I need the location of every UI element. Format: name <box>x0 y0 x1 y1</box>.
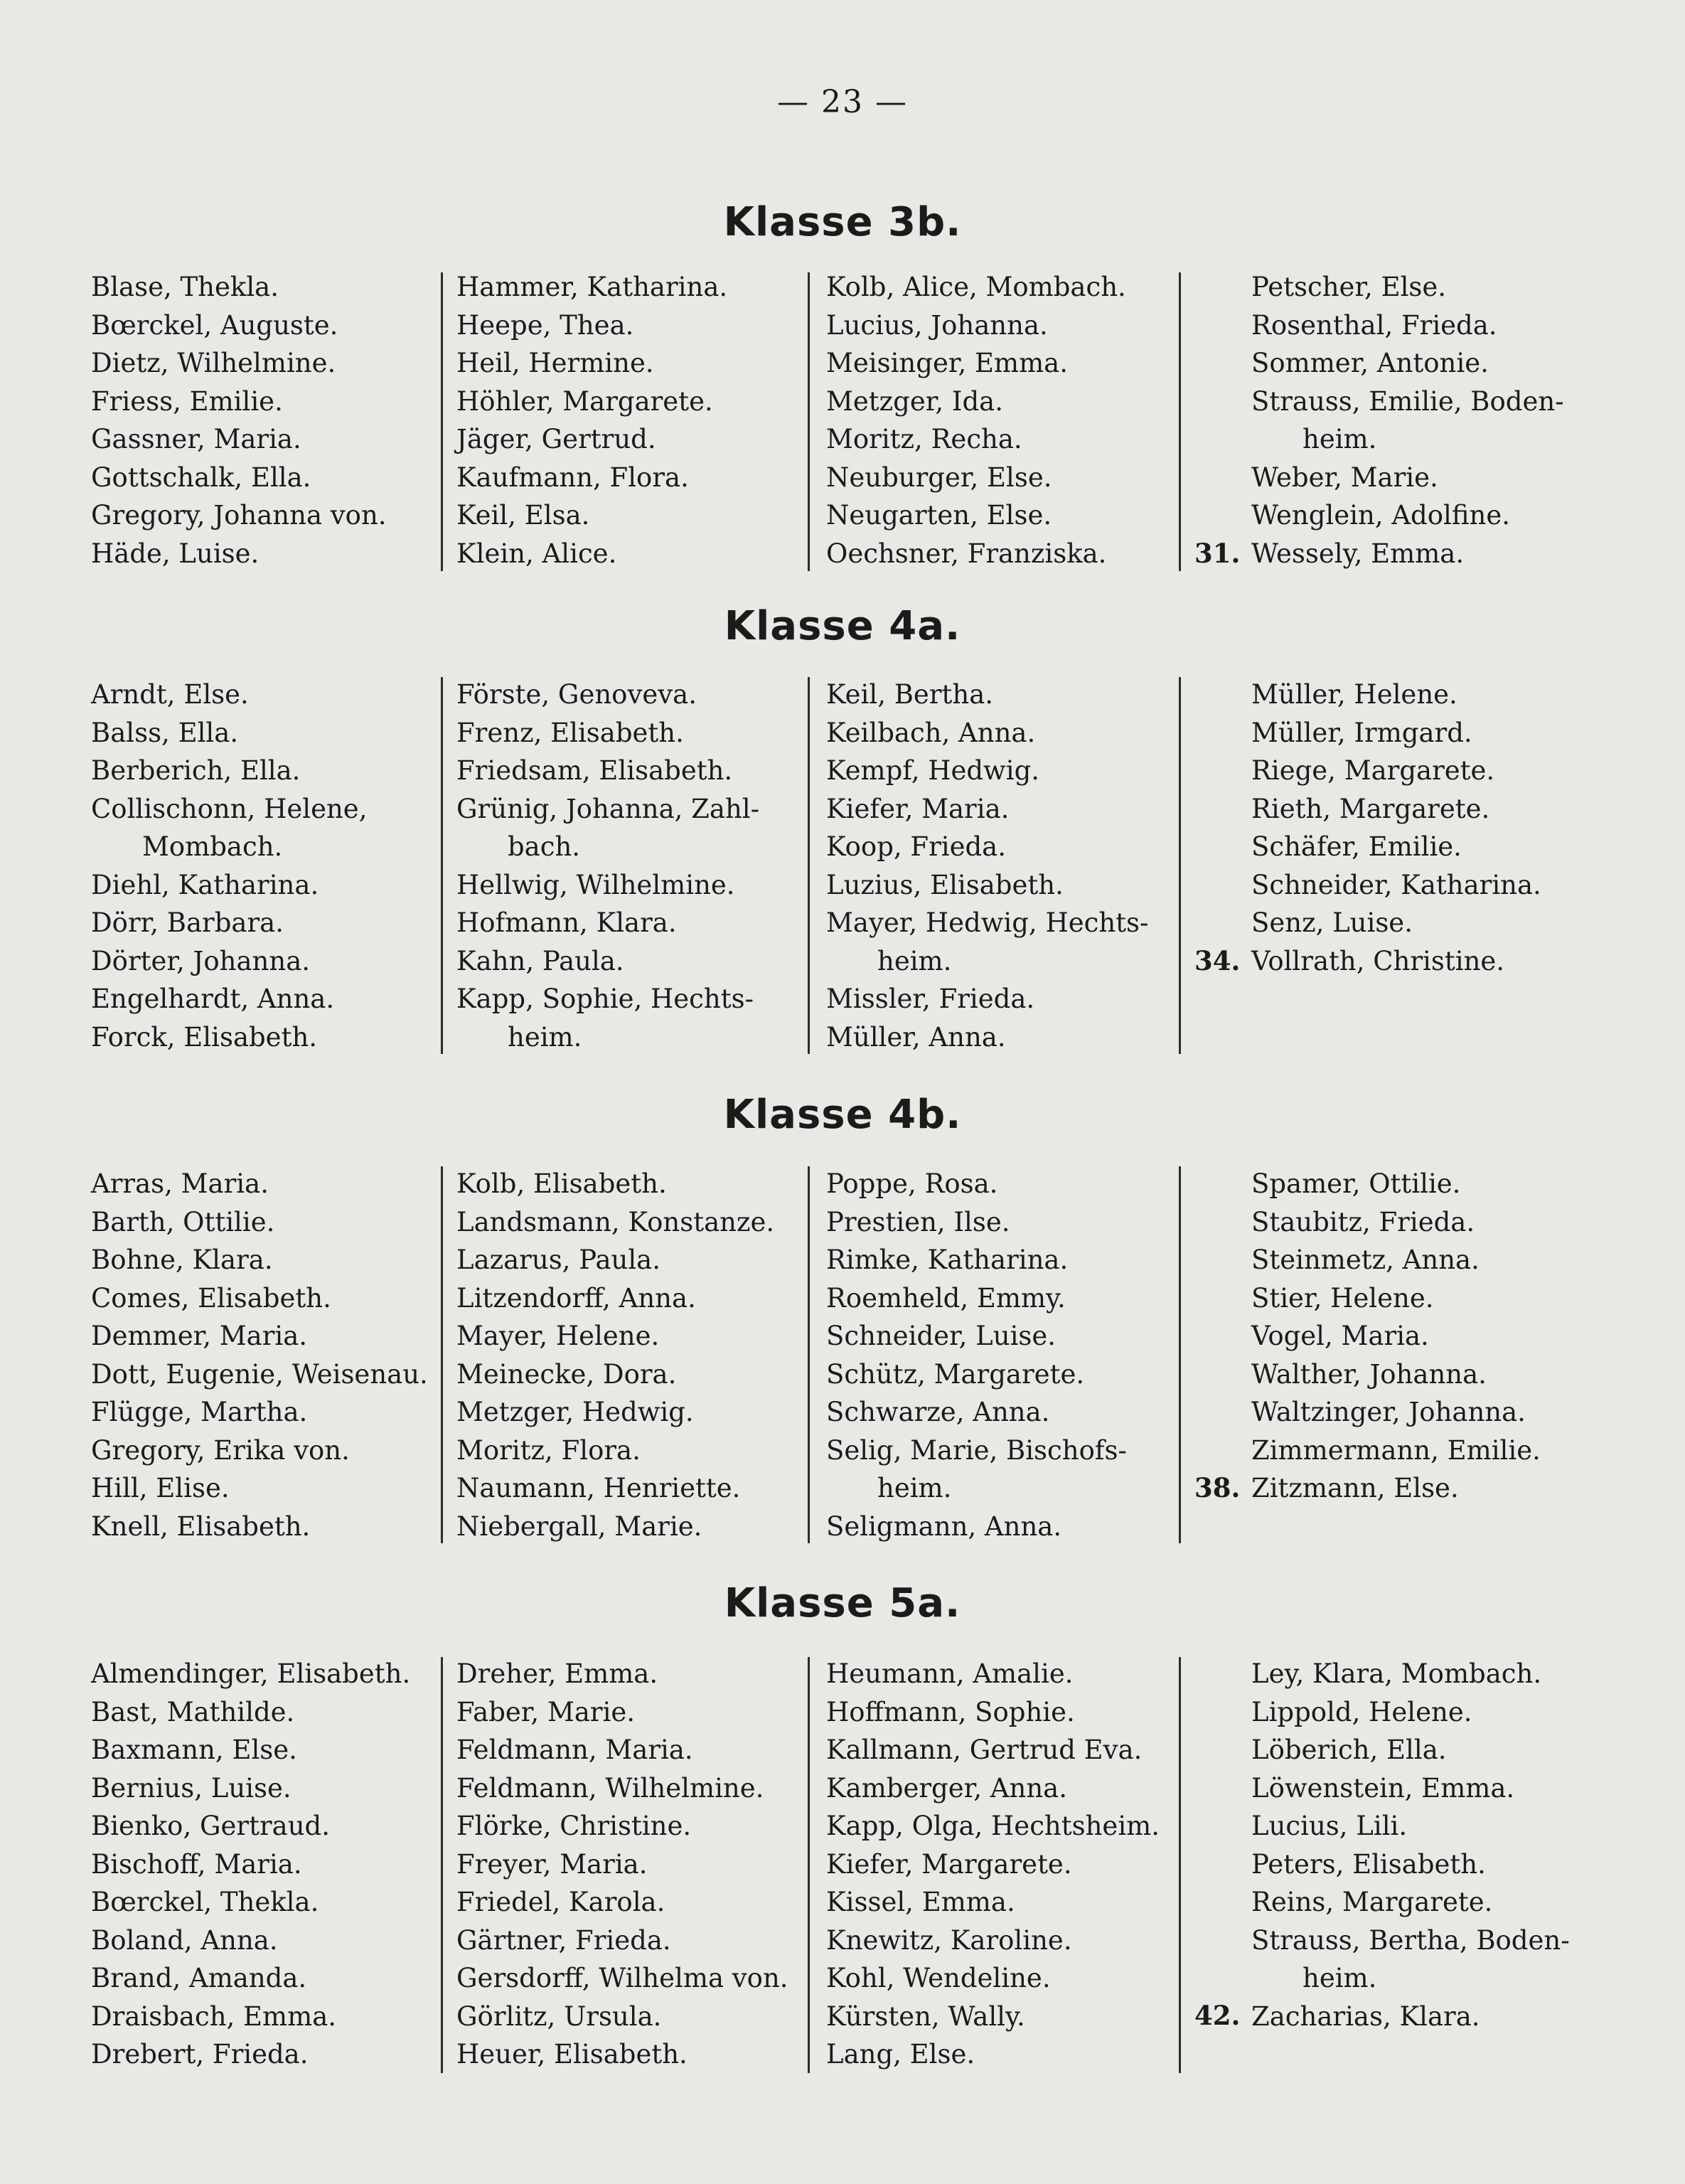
name-entry: Gersdorff, Wilhelma von. <box>456 1963 788 1993</box>
name-entry: Collischonn, Helene, <box>91 793 368 824</box>
name-entry: Hoffmann, Sophie. <box>826 1696 1075 1727</box>
name-entry: Feldmann, Maria. <box>456 1735 693 1765</box>
class-count: 34. <box>1194 945 1241 976</box>
name-entry: Heuer, Elisabeth. <box>456 2039 688 2070</box>
name-entry: Frenz, Elisabeth. <box>456 717 684 748</box>
name-entry-continuation: bach. <box>508 831 581 862</box>
name-entry: Hofmann, Klara. <box>456 907 677 938</box>
name-entry: Klein, Alice. <box>456 538 617 569</box>
name-entry: Prestien, Ilse. <box>826 1206 1010 1237</box>
name-entry: Peters, Elisabeth. <box>1251 1848 1486 1880</box>
name-entry: Lucius, Johanna. <box>826 309 1048 341</box>
name-entry: Schneider, Katharina. <box>1251 869 1541 900</box>
column-divider <box>808 677 810 1054</box>
name-entry: Mayer, Hedwig, Hechts- <box>826 907 1149 938</box>
column-divider <box>1179 1166 1181 1543</box>
name-entry: Landsmann, Konstanze. <box>456 1206 775 1237</box>
name-entry-continuation: heim. <box>1302 424 1377 454</box>
name-entry: Müller, Anna. <box>826 1021 1006 1053</box>
name-entry: Heil, Hermine. <box>456 348 654 378</box>
name-entry: Dreher, Emma. <box>456 1658 658 1689</box>
name-entry: Moritz, Flora. <box>456 1434 641 1466</box>
name-entry: Freyer, Maria. <box>456 1848 648 1880</box>
name-entry: Berberich, Ella. <box>91 755 301 786</box>
name-entry-continuation: heim. <box>877 1473 952 1503</box>
name-entry: Hellwig, Wilhelmine. <box>456 869 735 900</box>
name-entry: Petscher, Else. <box>1251 272 1447 302</box>
name-entry: Luzius, Elisabeth. <box>826 869 1064 900</box>
name-entry: Görlitz, Ursula. <box>456 2001 662 2032</box>
name-column-2 <box>456 676 759 1056</box>
name-entry: Gottschalk, Ella. <box>91 462 311 493</box>
name-entry: Balss, Ella. <box>91 717 239 748</box>
name-entry: Barth, Ottilie. <box>91 1206 275 1237</box>
name-entry: Spamer, Ottilie. <box>1251 1168 1461 1199</box>
name-entry: Zacharias, Klara. <box>1251 2001 1480 2032</box>
name-entry: Gregory, Erika von. <box>91 1434 350 1466</box>
name-entry: Metzger, Hedwig. <box>456 1397 694 1427</box>
name-entry: Neugarten, Else. <box>826 500 1052 531</box>
name-entry: Häde, Luise. <box>91 538 260 569</box>
name-entry: Kapp, Sophie, Hechts- <box>456 984 754 1014</box>
name-entry: Kiefer, Margarete. <box>826 1848 1072 1880</box>
name-entry: Dietz, Wilhelmine. <box>91 348 336 378</box>
name-entry: Flörke, Christine. <box>456 1811 692 1841</box>
name-entry: Demmer, Maria. <box>91 1321 308 1351</box>
name-entry: Steinmetz, Anna. <box>1251 1245 1480 1275</box>
name-entry: Bœrckel, Auguste. <box>91 309 338 341</box>
name-entry: Lazarus, Paula. <box>456 1245 660 1275</box>
name-entry: Baxmann, Else. <box>91 1735 297 1765</box>
name-entry: Heumann, Amalie. <box>826 1658 1074 1689</box>
name-entry: Keil, Bertha. <box>826 679 994 710</box>
name-entry: Senz, Luise. <box>1251 907 1413 938</box>
name-entry: Weber, Marie. <box>1251 462 1438 493</box>
name-column-4 <box>1251 268 1564 572</box>
name-entry: Dott, Eugenie, Weisenau. <box>91 1358 428 1390</box>
name-entry: Mayer, Helene. <box>456 1321 660 1351</box>
class-count: 31. <box>1194 538 1241 569</box>
name-entry: Poppe, Rosa. <box>826 1168 998 1199</box>
name-entry: Forck, Elisabeth. <box>91 1021 318 1053</box>
name-entry: Oechsner, Franziska. <box>826 538 1107 569</box>
name-entry: Ley, Klara, Mombach. <box>1251 1658 1542 1689</box>
column-divider <box>1179 677 1181 1054</box>
name-entry: Keilbach, Anna. <box>826 717 1036 748</box>
name-entry: Knewitz, Karoline. <box>826 1924 1072 1956</box>
name-column-2 <box>456 1165 774 1545</box>
name-column-2 <box>456 1655 788 2074</box>
name-entry: Hammer, Katharina. <box>456 272 728 302</box>
name-entry: Schütz, Margarete. <box>826 1358 1085 1390</box>
name-entry: Friess, Emilie. <box>91 385 283 417</box>
name-entry: Arras, Maria. <box>91 1168 269 1199</box>
name-entry: Riege, Margarete. <box>1251 755 1495 786</box>
name-entry: Brand, Amanda. <box>91 1963 307 1993</box>
column-divider <box>441 677 443 1054</box>
name-entry: Lippold, Helene. <box>1251 1696 1472 1727</box>
name-entry: Kahn, Paula. <box>456 945 624 976</box>
name-entry: Lucius, Lili. <box>1251 1811 1408 1841</box>
name-column-3 <box>826 268 1126 572</box>
name-entry: Dörter, Johanna. <box>91 945 311 976</box>
name-entry: Engelhardt, Anna. <box>91 984 335 1014</box>
name-entry: Lang, Else. <box>826 2039 975 2070</box>
name-entry: Kallmann, Gertrud Eva. <box>826 1735 1143 1765</box>
column-divider <box>1179 272 1181 571</box>
name-entry: Reins, Margarete. <box>1251 1887 1493 1917</box>
name-entry: Staubitz, Frieda. <box>1251 1206 1475 1237</box>
name-entry: Bœrckel, Thekla. <box>91 1887 319 1917</box>
name-entry: Strauss, Bertha, Boden- <box>1251 1924 1570 1956</box>
name-entry: Gregory, Johanna von. <box>91 500 387 531</box>
name-entry: Almendinger, Elisabeth. <box>91 1658 411 1689</box>
name-entry: Bernius, Luise. <box>91 1772 291 1804</box>
name-entry: Arndt, Else. <box>91 679 249 710</box>
name-entry-continuation: heim. <box>508 1021 582 1053</box>
column-divider <box>441 1166 443 1543</box>
section-heading-4b: Klasse 4b. <box>723 1092 962 1138</box>
name-column-3 <box>826 676 1149 1056</box>
name-entry: Hill, Elise. <box>91 1473 230 1503</box>
class-count: 42. <box>1194 2000 1241 2031</box>
name-entry: Metzger, Ida. <box>826 385 1003 417</box>
name-entry: Kamberger, Anna. <box>826 1772 1067 1804</box>
class-count: 38. <box>1194 1472 1241 1503</box>
name-entry: Boland, Anna. <box>91 1924 278 1956</box>
column-divider <box>808 1166 810 1543</box>
name-entry: Zitzmann, Else. <box>1251 1473 1459 1503</box>
name-entry: Vollrath, Christine. <box>1251 945 1505 976</box>
section-heading-5a: Klasse 5a. <box>724 1580 961 1626</box>
name-entry: Bast, Mathilde. <box>91 1696 295 1727</box>
name-entry: Wenglein, Adolfine. <box>1251 500 1511 531</box>
name-entry: Kürsten, Wally. <box>826 2001 1025 2032</box>
name-entry: Zimmermann, Emilie. <box>1251 1434 1541 1466</box>
name-entry: Niebergall, Marie. <box>456 1511 702 1542</box>
name-column-2 <box>456 268 727 572</box>
name-entry: Meisinger, Emma. <box>826 348 1068 378</box>
name-entry: Müller, Helene. <box>1251 679 1457 710</box>
column-divider <box>808 272 810 571</box>
name-entry: Bienko, Gertraud. <box>91 1811 330 1841</box>
section-heading-4a: Klasse 4a. <box>724 603 961 649</box>
column-divider <box>1179 1657 1181 2073</box>
name-entry: Schwarze, Anna. <box>826 1397 1050 1427</box>
name-entry: Kempf, Hedwig. <box>826 755 1040 786</box>
name-entry: Rimke, Katharina. <box>826 1245 1069 1275</box>
name-column-3 <box>826 1655 1160 2074</box>
name-entry: Naumann, Henriette. <box>456 1473 741 1503</box>
name-column-4 <box>1251 1655 1570 2035</box>
name-column-1 <box>91 268 387 572</box>
name-entry: Bischoff, Maria. <box>91 1848 302 1880</box>
name-entry: Feldmann, Wilhelmine. <box>456 1772 764 1804</box>
name-column-1 <box>91 1655 410 2074</box>
name-entry: Comes, Elisabeth. <box>91 1282 331 1314</box>
name-entry: Dörr, Barbara. <box>91 907 284 938</box>
column-divider <box>441 1657 443 2073</box>
name-entry: Drebert, Frieda. <box>91 2039 309 2070</box>
column-divider <box>441 272 443 571</box>
name-entry: Kissel, Emma. <box>826 1887 1015 1917</box>
name-entry: Neuburger, Else. <box>826 462 1052 493</box>
name-column-1 <box>91 1165 428 1545</box>
name-entry: Vogel, Maria. <box>1251 1321 1429 1351</box>
name-entry: Löberich, Ella. <box>1251 1735 1447 1765</box>
name-entry: Keil, Elsa. <box>456 500 590 531</box>
name-entry: Draisbach, Emma. <box>91 2001 337 2032</box>
name-entry: Missler, Frieda. <box>826 984 1035 1014</box>
name-entry: Heepe, Thea. <box>456 309 634 341</box>
name-entry: Förste, Genoveva. <box>456 679 697 710</box>
name-entry: Friedsam, Elisabeth. <box>456 755 733 786</box>
name-entry: Friedel, Karola. <box>456 1887 665 1917</box>
name-entry: Wessely, Emma. <box>1251 538 1465 569</box>
name-entry: Gärtner, Frieda. <box>456 1924 671 1956</box>
name-entry: Rosenthal, Frieda. <box>1251 309 1497 341</box>
name-entry: Grünig, Johanna, Zahl- <box>456 793 760 824</box>
name-entry-continuation: heim. <box>1302 1963 1377 1993</box>
name-entry: Kolb, Alice, Mombach. <box>826 272 1126 302</box>
name-entry: Höhler, Margarete. <box>456 385 713 417</box>
column-divider <box>808 1657 810 2073</box>
name-entry: Kiefer, Maria. <box>826 793 1010 824</box>
name-entry: Kapp, Olga, Hechtsheim. <box>826 1811 1160 1841</box>
name-entry: Schäfer, Emilie. <box>1251 831 1462 862</box>
name-entry: Stier, Helene. <box>1251 1282 1434 1314</box>
name-entry: Koop, Frieda. <box>826 831 1007 862</box>
page-number: — 23 — <box>777 84 908 120</box>
name-entry: Roemheld, Emmy. <box>826 1282 1066 1314</box>
name-entry: Jäger, Gertrud. <box>456 424 656 454</box>
name-column-3 <box>826 1165 1127 1545</box>
name-entry: Diehl, Katharina. <box>91 869 319 900</box>
name-entry: Blase, Thekla. <box>91 272 279 302</box>
name-entry: Rieth, Margarete. <box>1251 793 1490 824</box>
name-entry: Moritz, Recha. <box>826 424 1022 454</box>
name-entry: Knell, Elisabeth. <box>91 1511 311 1542</box>
name-entry: Waltzinger, Johanna. <box>1251 1397 1526 1427</box>
name-entry-continuation: Mombach. <box>142 831 283 862</box>
name-entry: Löwenstein, Emma. <box>1251 1772 1515 1804</box>
name-column-4 <box>1251 676 1541 980</box>
name-entry: Kaufmann, Flora. <box>456 462 689 493</box>
name-entry: Faber, Marie. <box>456 1696 636 1727</box>
name-entry: Kolb, Elisabeth. <box>456 1168 667 1199</box>
name-entry: Selig, Marie, Bischofs- <box>826 1434 1128 1466</box>
name-column-1 <box>91 676 367 1056</box>
name-entry: Müller, Irmgard. <box>1251 717 1472 748</box>
name-entry: Walther, Johanna. <box>1251 1358 1487 1390</box>
name-entry: Seligmann, Anna. <box>826 1511 1062 1542</box>
name-column-4 <box>1251 1165 1541 1508</box>
name-entry: Bohne, Klara. <box>91 1245 273 1275</box>
name-entry: Schneider, Luise. <box>826 1321 1057 1351</box>
name-entry: Sommer, Antonie. <box>1251 348 1489 378</box>
name-entry-continuation: heim. <box>877 945 952 976</box>
section-heading-3b: Klasse 3b. <box>723 199 962 245</box>
name-entry: Litzendorff, Anna. <box>456 1282 696 1314</box>
name-entry: Kohl, Wendeline. <box>826 1963 1051 1993</box>
name-entry: Gassner, Maria. <box>91 424 301 454</box>
name-entry: Strauss, Emilie, Boden- <box>1251 385 1564 417</box>
name-entry: Flügge, Martha. <box>91 1397 308 1427</box>
name-entry: Meinecke, Dora. <box>456 1358 677 1390</box>
